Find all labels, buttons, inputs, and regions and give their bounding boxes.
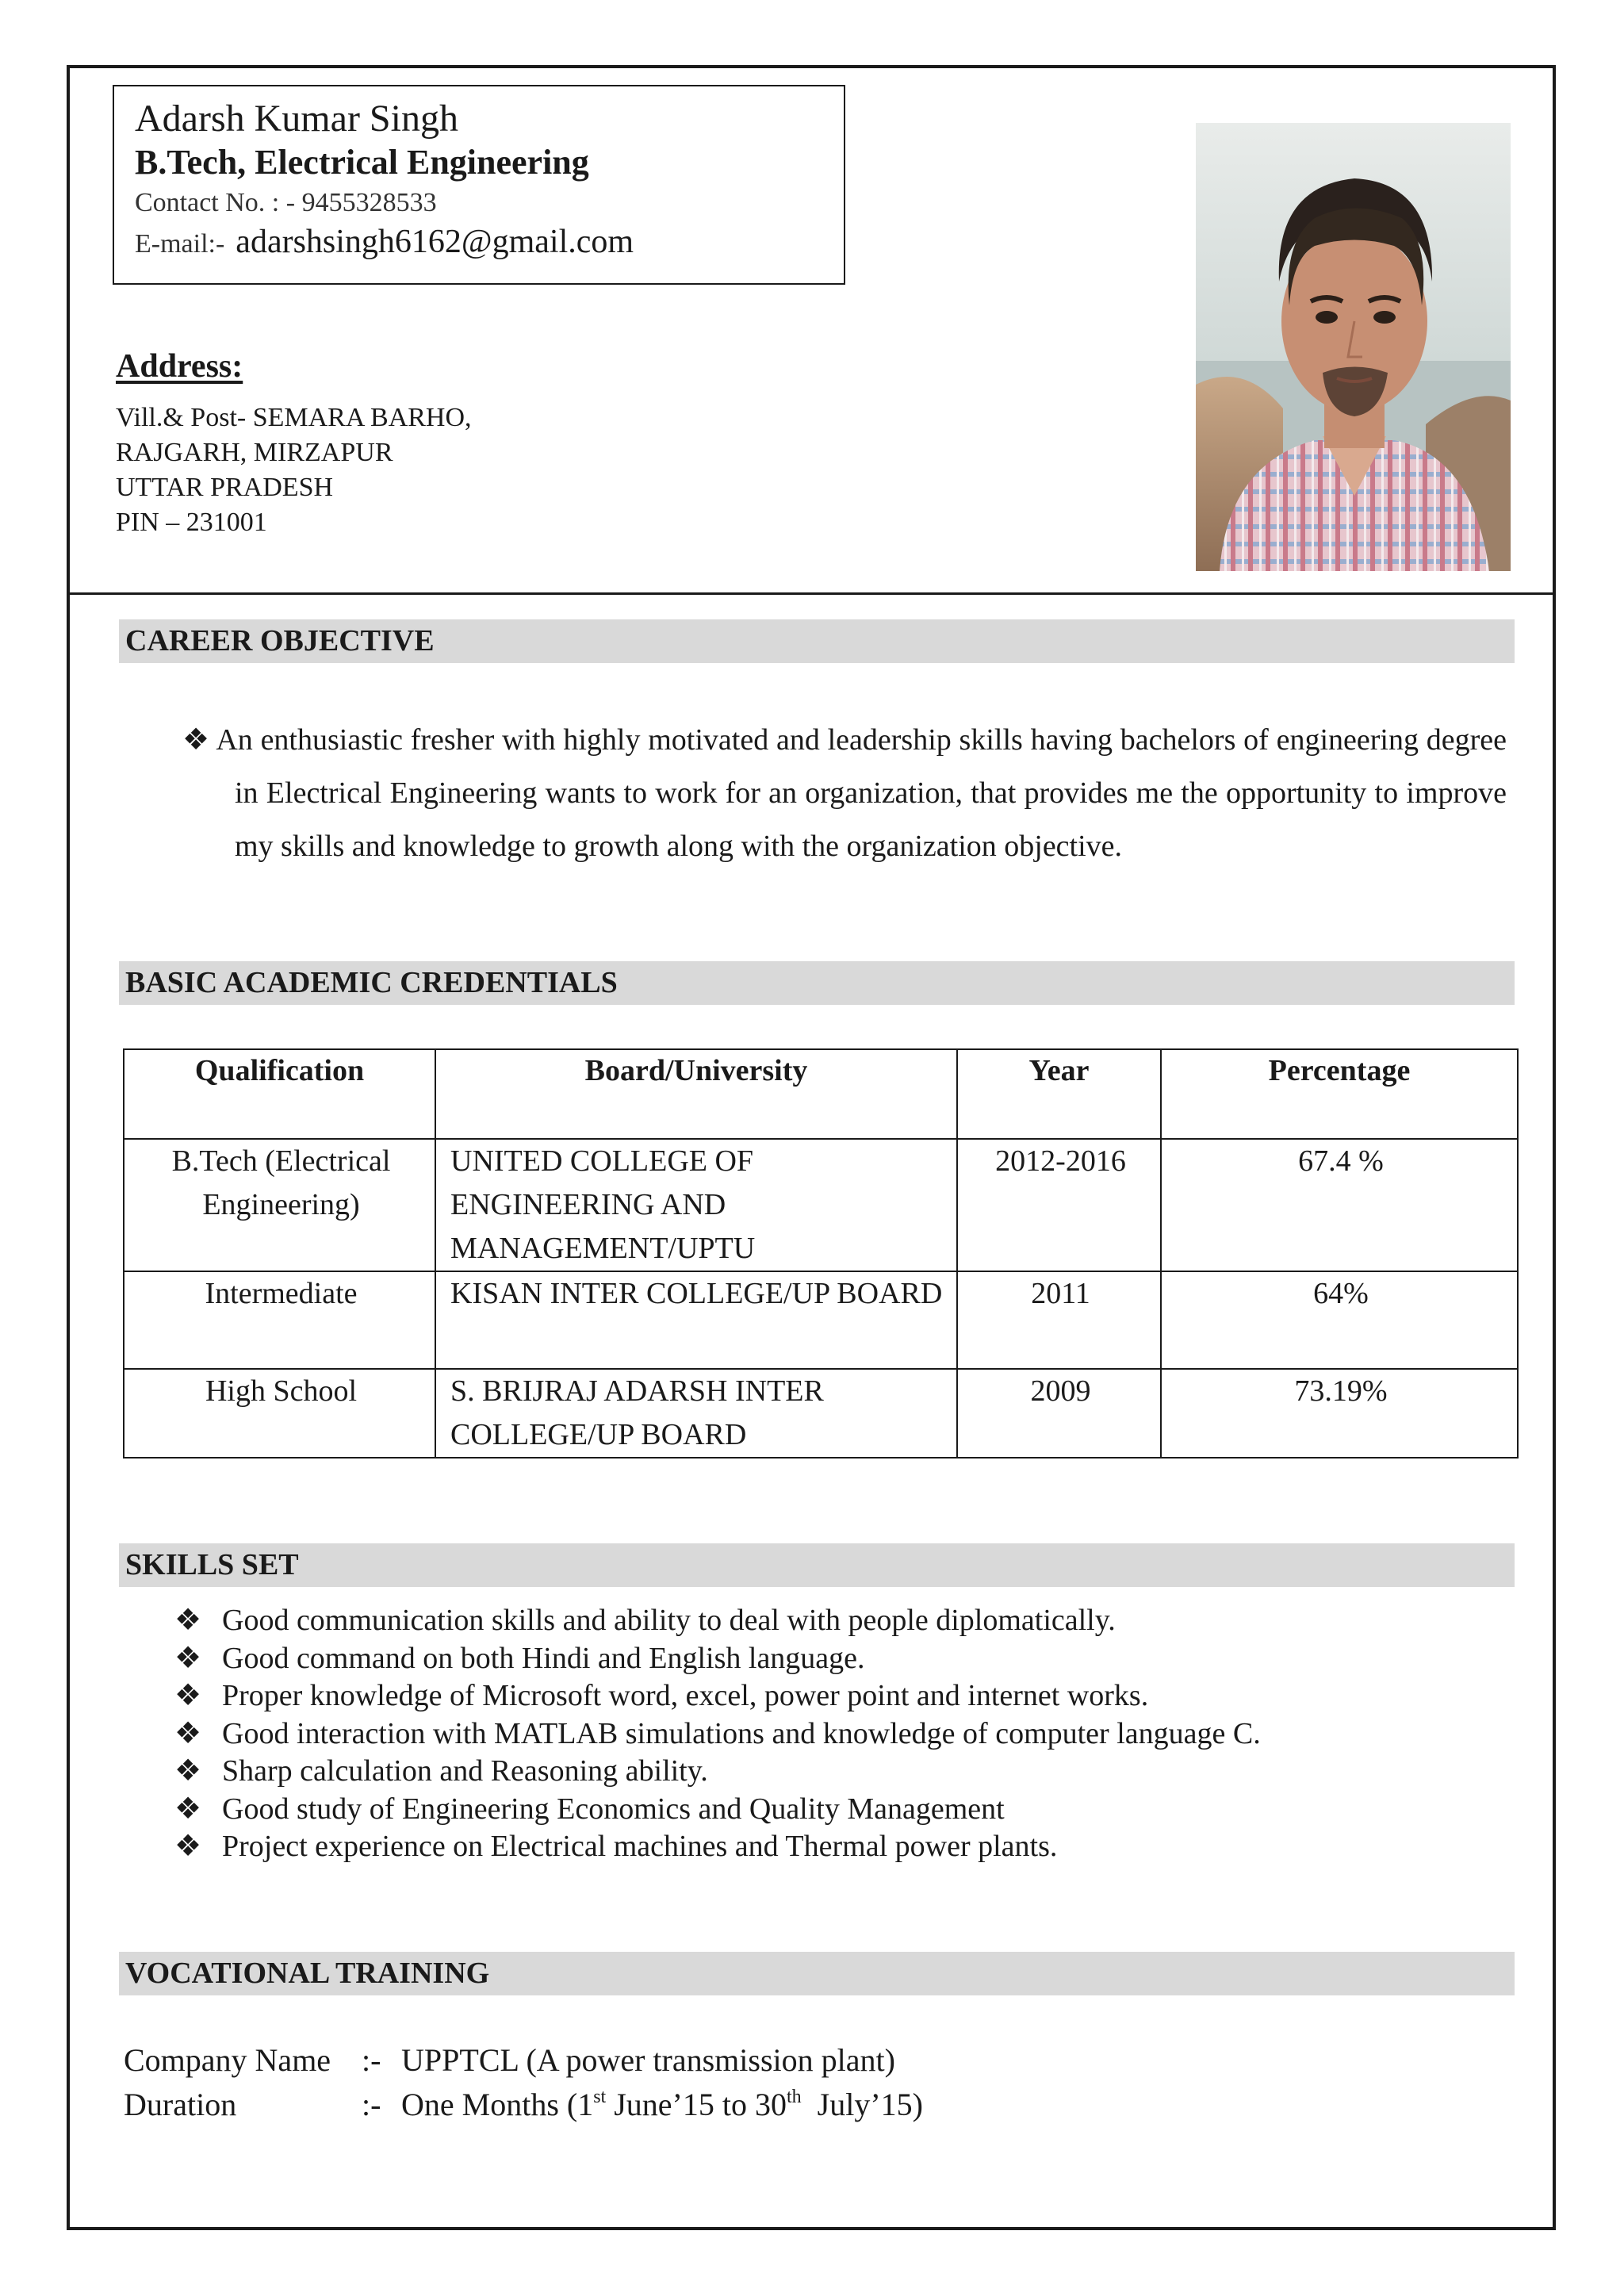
separator: :-: [362, 2042, 381, 2078]
address-line: RAJGARH, MIRZAPUR: [116, 438, 393, 467]
diamond-bullet-icon: ❖: [174, 1641, 202, 1675]
list-item: [174, 1753, 1261, 1791]
address-line: UTTAR PRADESH: [116, 473, 334, 502]
candidate-degree: B.Tech, Electrical Engineering: [135, 143, 589, 182]
email-line: [135, 223, 844, 263]
skills-heading: SKILLS SET: [119, 1543, 1515, 1587]
ordinal-suffix: st: [593, 2087, 607, 2107]
column-header: Year: [957, 1049, 1161, 1139]
skill-text: Project experience on Electrical machines and Thermal power plants.: [222, 1830, 1058, 1863]
skill-text: Good study of Engineering Economics and Quality Management: [222, 1792, 1005, 1826]
percentage-cell: 67.4 %: [1161, 1139, 1518, 1271]
skill-text: Proper knowledge of Microsoft word, excel, power point and internet works.: [222, 1679, 1149, 1712]
career-objective-heading: CAREER OBJECTIVE: [119, 619, 1515, 663]
list-item: [174, 1828, 1261, 1866]
skill-text: Good interaction with MATLAB simulations and knowledge of computer language C.: [222, 1716, 1261, 1750]
diamond-bullet-icon: ❖: [174, 1830, 202, 1863]
list-item: [174, 1791, 1261, 1829]
separator: :-: [362, 2087, 381, 2122]
list-item: [174, 1602, 1261, 1640]
candidate-name: Adarsh Kumar Singh: [135, 98, 458, 140]
academic-credentials-heading: BASIC ACADEMIC CREDENTIALS: [119, 961, 1515, 1005]
diamond-bullet-icon: ❖: [182, 723, 210, 757]
diamond-bullet-icon: ❖: [174, 1716, 202, 1750]
table-row: [124, 1369, 1518, 1458]
column-header: Percentage: [1161, 1049, 1518, 1139]
objective-text: An enthusiastic fresher with highly motivated and leadership skills having bachelors of engineering degree in Electrical Engineering wants to work for an organization, that provides me the opportunity to improve my skills and knowledge to growth along with the organization objective.: [216, 723, 1507, 863]
contact-number: Contact No. : - 9455328533: [135, 188, 437, 217]
duration-text: One Months (1: [401, 2087, 594, 2122]
qualification-cell: High School: [124, 1369, 435, 1458]
address-line: PIN – 231001: [116, 508, 267, 537]
year-cell: 2011: [957, 1271, 1161, 1369]
career-objective: [182, 714, 1507, 873]
percentage-cell: 64%: [1161, 1271, 1518, 1369]
column-header: Board/University: [435, 1049, 957, 1139]
company-label: Company Name: [124, 2042, 331, 2078]
academic-table: [123, 1048, 1519, 1458]
company-value: UPPTCL (A power transmission plant): [401, 2042, 895, 2078]
ordinal-suffix: th: [787, 2087, 802, 2107]
duration-text: July’15): [801, 2087, 923, 2122]
diamond-bullet-icon: ❖: [174, 1679, 202, 1712]
table-header-row: [124, 1049, 1518, 1139]
header-divider: [67, 592, 1556, 595]
column-header: Qualification: [124, 1049, 435, 1139]
vocational-details: [124, 2038, 923, 2127]
profile-photo: [1196, 123, 1511, 571]
duration-value: [401, 2083, 923, 2127]
year-cell: 2009: [957, 1369, 1161, 1458]
table-row: [124, 1271, 1518, 1369]
duration-label: Duration: [124, 2087, 237, 2122]
address-heading: Address:: [116, 348, 243, 385]
vocational-training-heading: VOCATIONAL TRAINING: [119, 1952, 1515, 1995]
percentage-cell: 73.19%: [1161, 1369, 1518, 1458]
skill-text: Sharp calculation and Reasoning ability.: [222, 1754, 708, 1788]
skill-text: Good command on both Hindi and English language.: [222, 1641, 865, 1675]
skills-list: [174, 1602, 1261, 1866]
address-block: [116, 401, 472, 540]
email-address: adarshsingh6162@gmail.com: [236, 224, 634, 260]
year-cell: 2012-2016: [957, 1139, 1161, 1271]
qualification-cell: B.Tech (Electrical Engineering): [124, 1139, 435, 1271]
table-row: [124, 1139, 1518, 1271]
duration-text: June’15 to 30: [606, 2087, 787, 2122]
list-item: [174, 1715, 1261, 1754]
contact-box: [113, 85, 845, 285]
list-item: [174, 1677, 1261, 1715]
board-cell: UNITED COLLEGE OF ENGINEERING AND MANAGEMENT/UPTU: [435, 1139, 957, 1271]
skill-text: Good communication skills and ability to deal with people diplomatically.: [222, 1604, 1116, 1637]
email-label: E-mail:-: [135, 229, 225, 259]
duration-row: [124, 2083, 923, 2127]
diamond-bullet-icon: ❖: [174, 1792, 202, 1826]
board-cell: KISAN INTER COLLEGE/UP BOARD: [435, 1271, 957, 1369]
diamond-bullet-icon: ❖: [174, 1754, 202, 1788]
address-line: Vill.& Post- SEMARA BARHO,: [116, 403, 472, 432]
company-row: [124, 2038, 923, 2083]
list-item: [174, 1640, 1261, 1678]
diamond-bullet-icon: ❖: [174, 1604, 202, 1637]
board-cell: S. BRIJRAJ ADARSH INTER COLLEGE/UP BOARD: [435, 1369, 957, 1458]
qualification-cell: Intermediate: [124, 1271, 435, 1369]
